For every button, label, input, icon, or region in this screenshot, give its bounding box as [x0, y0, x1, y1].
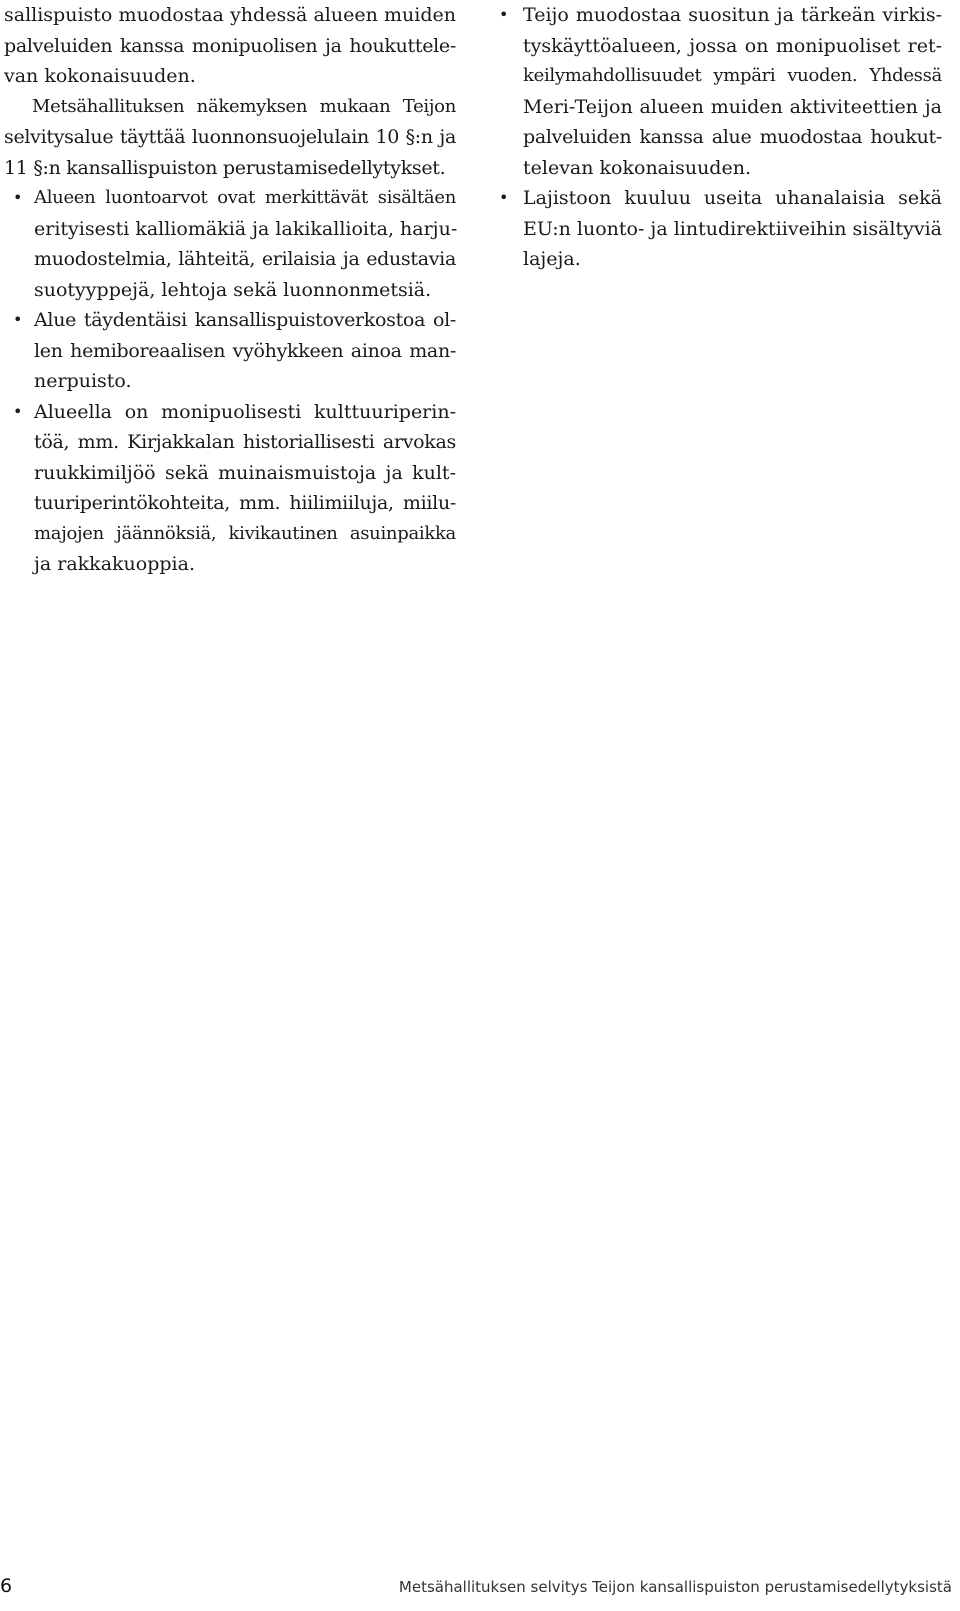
text-line: len hemiboreaalisen vyöhykkeen ainoa man-: [34, 339, 456, 362]
text-line: EU:n luonto- ja lintudirektiiveihin sisältyviä: [523, 217, 942, 240]
bullet-item-species: [497, 183, 942, 275]
bullet-item-recreation: [497, 0, 942, 183]
text-line: töä, mm. Kirjakkalan historiallisesti arvokas: [34, 431, 456, 453]
text-line: erityisesti kalliomäkiä ja lakikallioita, harju-: [34, 217, 458, 240]
text-line: • Alueen luontoarvot ovat merkittävät sisältäen: [4, 183, 456, 214]
text-line: palveluiden kanssa alue muodostaa houkut-: [523, 126, 942, 148]
text-line: tyskäyttöalueen, jossa on monipuoliset ret-: [523, 34, 942, 57]
text-line: • Alueella on monipuolisesti kulttuuriperin-: [4, 397, 456, 428]
text-line: • Lajistoon kuuluu useita uhanalaisia sekä: [497, 183, 942, 214]
text-line: lajeja.: [523, 248, 581, 270]
text-line: van kokonaisuuden.: [4, 65, 196, 87]
left-column: [4, 0, 456, 580]
text-line: muodostelmia, lähteitä, erilaisia ja edustavia: [34, 248, 456, 270]
bullet-item-park-network: [4, 305, 456, 397]
page-number: 6: [0, 1575, 13, 1597]
text-line: selvitysalue täyttää luonnonsuojelulain 10 §:n ja: [4, 126, 456, 148]
bullet-icon: •: [13, 188, 23, 207]
text-line: • Teijo muodostaa suositun ja tärkeän virkis-: [497, 0, 942, 31]
bullet-item-nature-values: [4, 183, 456, 305]
page-footer: [0, 1573, 960, 1599]
text-line: suotyyppejä, lehtoja sekä luonnonmetsiä.: [34, 278, 432, 301]
text-line: tuuriperintökohteita, mm. hiilimiiluja, miilu-: [34, 492, 456, 514]
bullet-icon: •: [499, 5, 509, 24]
text-line: • Alue täydentäisi kansallispuistoverkostoa ol-: [4, 305, 456, 336]
bullet-item-cultural-heritage: [4, 397, 456, 580]
bullet-icon: •: [13, 310, 23, 329]
text-line: televan kokonaisuuden.: [523, 156, 751, 179]
text-line: nerpuisto.: [34, 370, 132, 392]
footer-title: Metsähallituksen selvitys Teijon kansallispuiston perustamisedellytyksistä: [398, 1578, 952, 1596]
text-line: sallispuisto muodostaa yhdessä alueen muiden: [4, 4, 456, 26]
text-line: ruukkimiljöö sekä muinaismuistoja ja kult-: [34, 461, 456, 484]
text-line: keilymahdollisuudet ympäri vuoden. Yhdessä: [523, 65, 942, 86]
text-line: 11 §:n kansallispuiston perustamisedellytykset.: [4, 156, 446, 179]
bullet-icon: •: [13, 401, 23, 421]
text-line: Meri-Teijon alueen muiden aktiviteettien ja: [523, 95, 942, 118]
text-line: ja rakkakuoppia.: [34, 553, 195, 575]
assessment-paragraph: [4, 92, 456, 184]
right-column: [497, 0, 942, 275]
text-line: Metsähallituksen näkemyksen mukaan Teijon: [32, 95, 456, 117]
text-line: palveluiden kanssa monipuolisen ja houkuttele-: [4, 34, 456, 57]
text-line: majojen jäännöksiä, kivikautinen asuinpaikka: [34, 522, 456, 544]
intro-paragraph: [4, 0, 456, 92]
bullet-icon: •: [499, 188, 509, 207]
